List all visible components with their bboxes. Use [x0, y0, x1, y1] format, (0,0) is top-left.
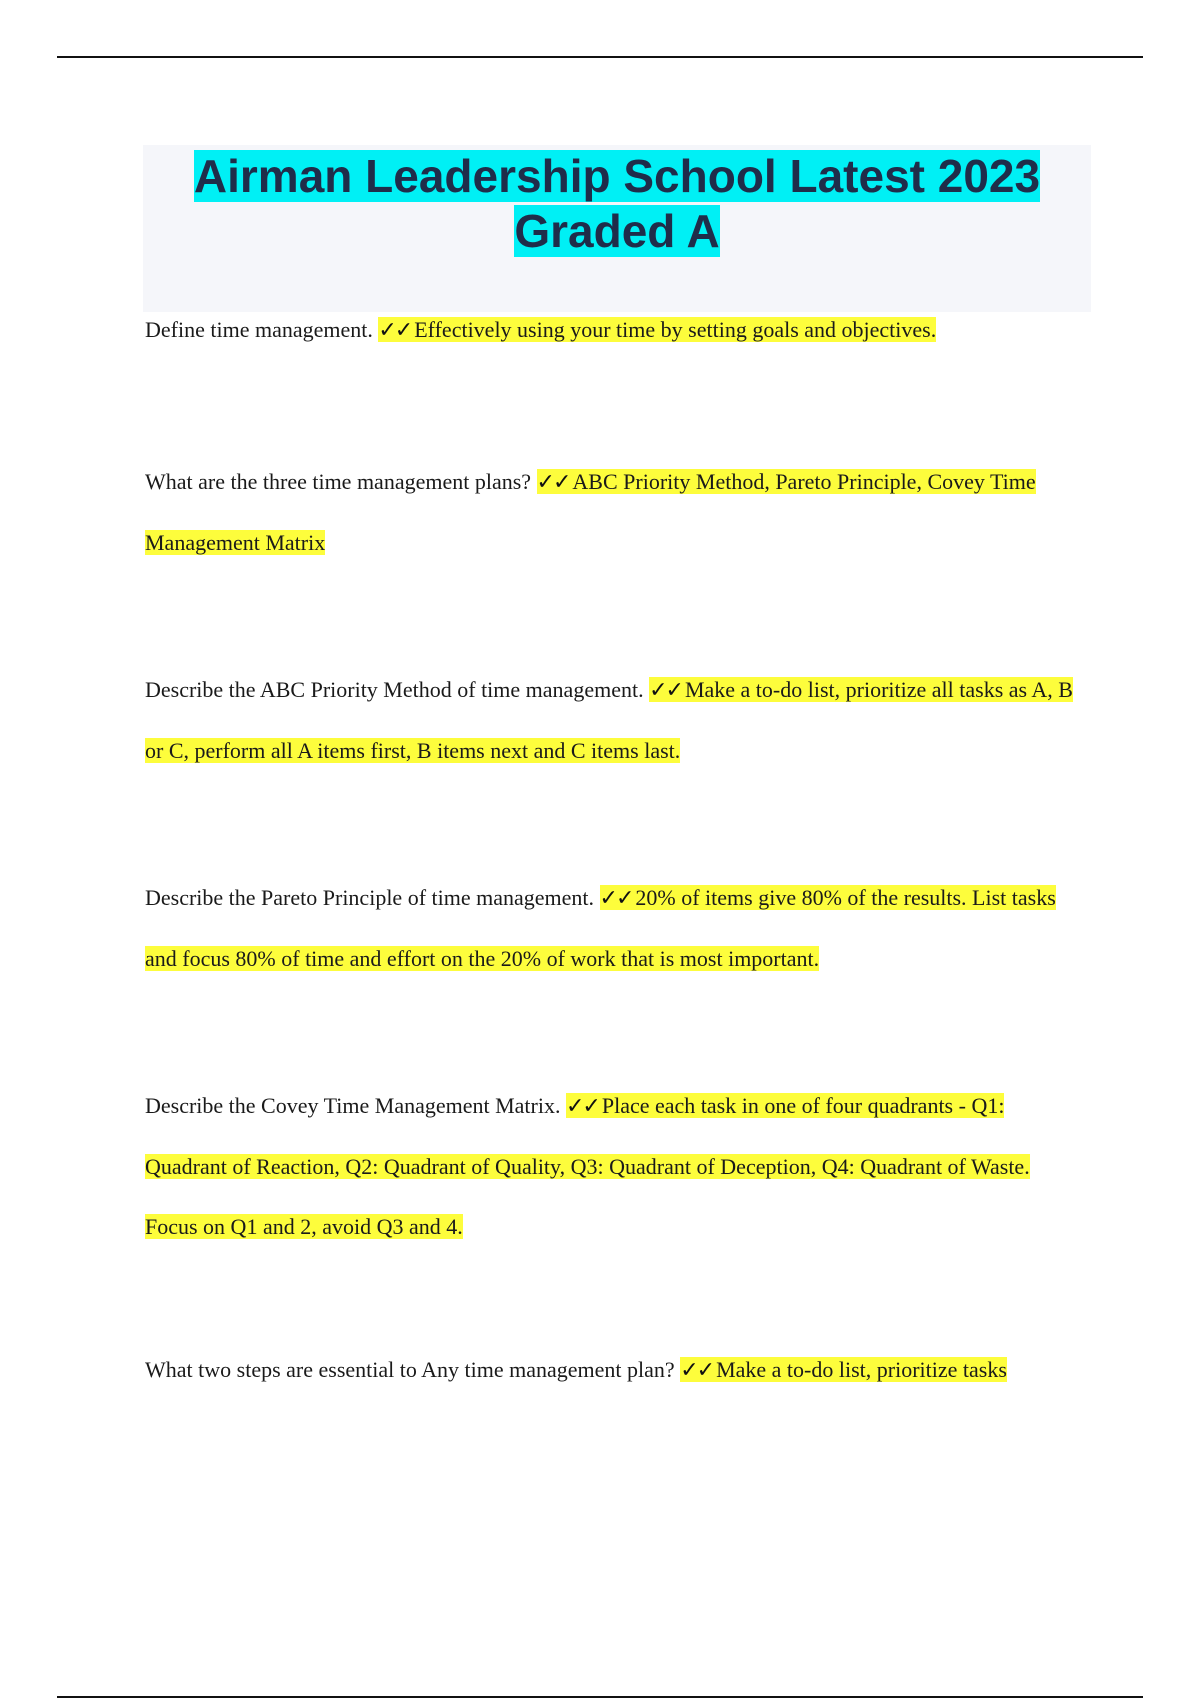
answer-text: ABC Priority Method, Pareto Principle, Covey Time Management Matrix	[145, 469, 1036, 555]
question-text: What two steps are essential to Any time management plan?	[145, 1357, 675, 1382]
question-text: Describe the ABC Priority Method of time management.	[145, 677, 644, 702]
bottom-rule	[57, 1696, 1143, 1698]
double-check-icon: ✓✓	[599, 886, 633, 911]
double-check-icon: ✓✓	[680, 1358, 714, 1383]
double-check-icon: ✓✓	[378, 318, 412, 343]
qa-item	[145, 1076, 1080, 1257]
page-title-text: Airman Leadership School Latest 2023 Graded A	[193, 150, 1041, 257]
double-check-icon: ✓✓	[649, 678, 682, 703]
question-text: Define time management.	[145, 317, 373, 342]
top-rule	[57, 56, 1143, 58]
answer-text: Effectively using your time by setting goals and objectives.	[414, 317, 937, 342]
qa-item	[145, 300, 1080, 361]
page-title	[143, 149, 1091, 259]
question-text: Describe the Pareto Principle of time management.	[145, 885, 595, 910]
double-check-icon: ✓✓	[536, 470, 570, 495]
qa-item	[145, 452, 1080, 573]
question-text: Describe the Covey Time Management Matrix.	[145, 1093, 561, 1118]
title-banner	[143, 145, 1091, 312]
answer-text: 20% of items give 80% of the results. List tasks and focus 80% of time and effort on the 20% of work that is most important.	[145, 885, 1056, 971]
double-check-icon: ✓✓	[565, 1094, 599, 1119]
qa-item	[145, 660, 1080, 781]
answer-text: Place each task in one of four quadrants - Q1: Quadrant of Reaction, Q2: Quadrant of Quality, Q3: Quadrant of Deception, Q4: Quadrant of Waste. Focus on Q1 and 2, avoid Q3 and 4.	[145, 1093, 1030, 1239]
answer-text: Make a to-do list, prioritize all tasks as A, B or C, perform all A items first, B items next and C items last.	[145, 677, 1073, 763]
question-text: What are the three time management plans?	[145, 469, 532, 494]
answer-text: Make a to-do list, prioritize tasks	[716, 1357, 1007, 1382]
qa-item	[145, 1340, 1080, 1401]
qa-item	[145, 868, 1080, 989]
